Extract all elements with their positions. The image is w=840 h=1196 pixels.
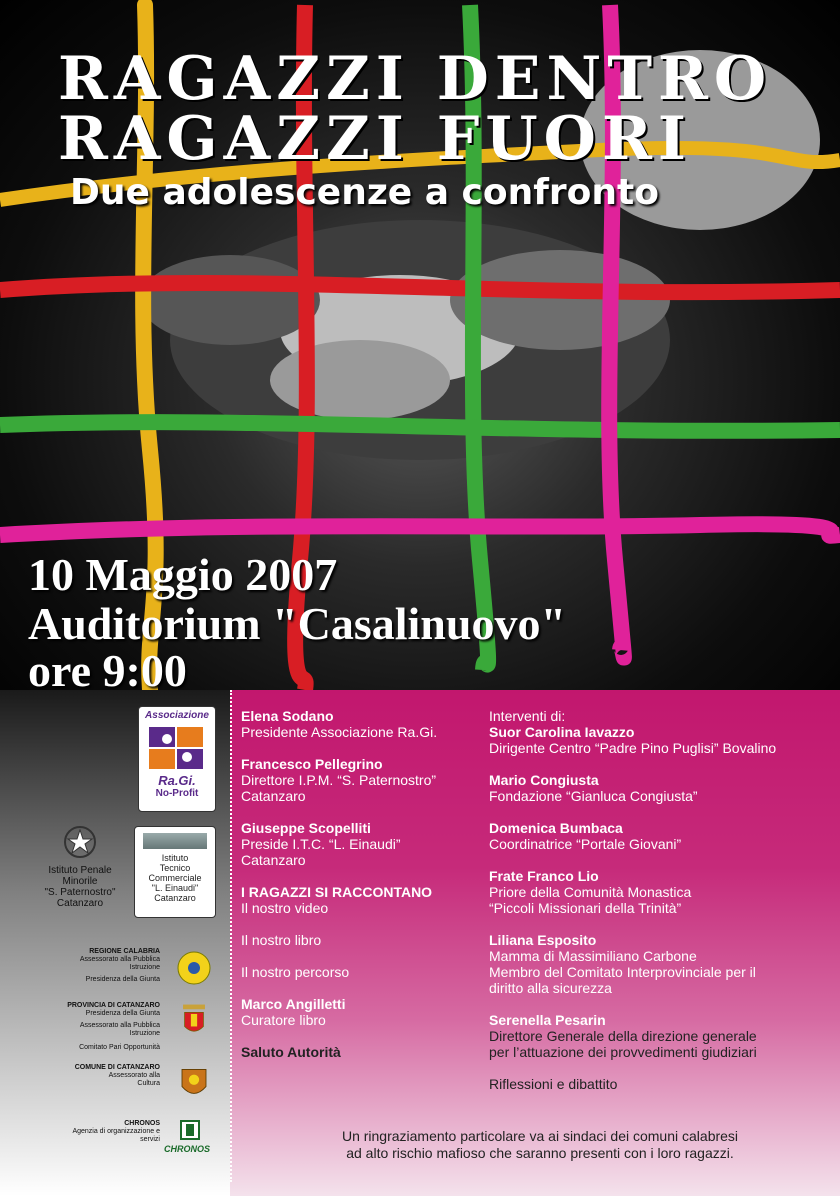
ragi-logo xyxy=(138,706,216,812)
speaker-role: Direttore I.P.M. “S. Paternostro” Catanzaro xyxy=(241,772,437,804)
speaker-name: Mario Congiusta xyxy=(489,772,599,788)
event-time: ore 9:00 xyxy=(28,645,187,690)
ragi-name: Ra.Gi. xyxy=(158,773,196,788)
section-item: Il nostro libro xyxy=(241,932,322,948)
stroke-red-horizontal xyxy=(0,283,840,292)
program-entry xyxy=(489,932,834,996)
provincia-line-1: Presidenza della Giunta xyxy=(85,1010,160,1017)
provincia-line-3: Comitato Pari Opportunità xyxy=(79,1044,160,1051)
panel-divider xyxy=(230,690,234,1182)
speakers-intro: Interventi di: xyxy=(489,708,566,724)
program-entry xyxy=(489,1012,834,1060)
comune-block xyxy=(40,1064,160,1088)
provincia-block xyxy=(40,1002,160,1052)
closing-item: Riflessioni e dibattito xyxy=(489,1076,618,1092)
program-right-column xyxy=(489,708,834,1108)
title-line-1: RAGAZZI DENTRO xyxy=(58,44,773,114)
ragi-noprofit: No-Profit xyxy=(155,788,199,799)
speaker-role: Preside I.T.C. “L. Einaudi” Catanzaro xyxy=(241,836,401,868)
title-line-2: RAGAZZI FUORI xyxy=(58,104,692,174)
program-entry xyxy=(489,724,834,756)
school-photo xyxy=(143,833,207,849)
chronos-brand: CHRONOS xyxy=(164,1144,211,1154)
section-heading: Saluto Autorità xyxy=(241,1044,341,1060)
program-entry xyxy=(489,820,834,852)
regione-block xyxy=(40,948,160,984)
section-heading: I RAGAZZI SI RACCONTANO xyxy=(241,884,433,900)
regione-crest-icon xyxy=(176,950,212,986)
hand-dark xyxy=(450,250,670,350)
provincia-name: PROVINCIA DI CATANZARO xyxy=(67,1002,160,1009)
comune-line-1: Assessorato alla Cultura xyxy=(108,1072,160,1087)
subtitle: Due adolescenze a confronto xyxy=(70,172,659,213)
speaker-name: Serenella Pesarin xyxy=(489,1012,606,1028)
speaker-role: Mamma di Massimiliano Carbone Membro del Comitato Interprovinciale per il diritto alla sicurezza xyxy=(489,948,756,996)
program-entry xyxy=(489,1076,834,1092)
section-item: Il nostro percorso xyxy=(241,964,350,980)
stroke-green-horizontal xyxy=(0,422,840,431)
puzzle-icon xyxy=(147,723,207,773)
speaker-name: Liliana Esposito xyxy=(489,932,597,948)
ragi-association-label: Associazione xyxy=(145,710,209,721)
thanks-note: Un ringraziamento particolare va ai sindaci dei comuni calabresi ad alto rischio mafioso che saranno presenti con i loro ragazzi. xyxy=(341,1128,739,1161)
speaker-role: Curatore libro xyxy=(241,1012,326,1028)
comune-crest-icon xyxy=(176,1066,212,1102)
speaker-role: Fondazione “Gianluca Congiusta” xyxy=(489,788,698,804)
regione-name: REGIONE CALABRIA xyxy=(89,948,160,955)
speaker-name: Marco Angilletti xyxy=(241,996,346,1012)
speaker-role: Direttore Generale della direzione generale per l’attuazione dei provvedimenti giudiziari xyxy=(489,1028,757,1060)
chronos-name: CHRONOS xyxy=(124,1120,160,1127)
speaker-name: Frate Franco Lio xyxy=(489,868,599,884)
speaker-role: Dirigente Centro “Padre Pino Puglisi” Bovalino xyxy=(489,740,777,756)
speaker-name: Francesco Pellegrino xyxy=(241,756,383,772)
program-entry xyxy=(489,868,834,916)
program-entry xyxy=(489,772,834,804)
stroke-pink-horizontal xyxy=(0,524,840,536)
event-date: 10 Maggio 2007 xyxy=(28,549,338,600)
ipm-logo xyxy=(40,825,120,909)
comune-name: COMUNE DI CATANZARO xyxy=(74,1064,160,1071)
speaker-role: Priore della Comunità Monastica “Piccoli Missionari della Trinità” xyxy=(489,884,692,916)
provincia-line-2: Assessorato alla Pubblica Istruzione xyxy=(79,1022,160,1037)
regione-line-1: Assessorato alla Pubblica Istruzione xyxy=(79,956,160,971)
speaker-name: Suor Carolina Iavazzo xyxy=(489,724,635,740)
hand-mid xyxy=(270,340,450,420)
itc-label: Istituto Tecnico Commerciale "L. Einaudi" Catanzaro xyxy=(148,853,202,903)
chronos-desc: Agenzia di organizzazione e servizi xyxy=(72,1128,160,1143)
speaker-name: Domenica Bumbaca xyxy=(489,820,623,836)
italian-emblem-icon xyxy=(63,825,97,859)
chronos-logo-icon xyxy=(180,1120,200,1140)
chronos-block xyxy=(40,1120,160,1144)
regione-line-2: Presidenza della Giunta xyxy=(85,976,160,983)
hand-left xyxy=(140,255,320,345)
provincia-crest-icon xyxy=(176,1003,212,1039)
speaker-role: Coordinatrice “Portale Giovani” xyxy=(489,836,682,852)
speaker-name: Giuseppe Scopelliti xyxy=(241,820,371,836)
ipm-label: Istituto Penale Minorile "S. Paternostro" Catanzaro xyxy=(44,865,116,909)
event-venue: Auditorium "Casalinuovo" xyxy=(28,598,567,649)
speaker-role: Presidente Associazione Ra.Gi. xyxy=(241,724,438,740)
speaker-name: Elena Sodano xyxy=(241,708,334,724)
itc-logo xyxy=(134,826,216,918)
section-item: Il nostro video xyxy=(241,900,329,916)
